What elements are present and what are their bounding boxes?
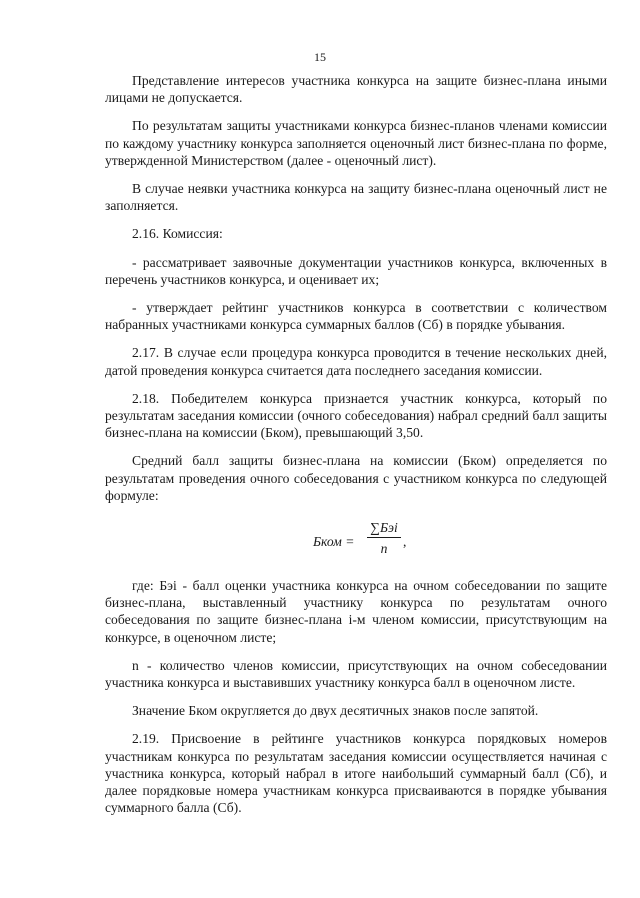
paragraph-where-be: где: Бэi - балл оценки участника конкурса на очном собеседовании по защите бизнес-плана, выставленный участнику конкурса по результатам очного собеседования по защите бизнес-плана i-м членом комиссии, присутствующим на конкурсе, в оценочном листе; [105,578,607,645]
formula-bkom [105,515,607,563]
formula-lhs: Бком = [313,534,355,550]
paragraph-2-19: 2.19. Присвоение в рейтинге участников конкурса порядковых номеров участникам конкурса по результатам заседания комиссии осуществляется начиная с участника конкурса, который набрал в итоге наибольший суммарный балл (Сб), и далее порядковые номера участникам конкурса присваиваются в порядке убывания суммарного балла (Сб). [105,731,607,816]
formula-trailing: , [403,534,407,550]
formula-fraction [367,519,401,557]
paragraph-where-n: n - количество членов комиссии, присутствующих на очном собеседовании участника конкурса и выставивших участнику конкурса балл в оценочном листе. [105,657,607,691]
paragraph-formula-intro: Средний балл защиты бизнес-плана на комиссии (Бком) определяется по результатам проведения очного собеседования с участником конкурса по следующей формуле: [105,453,607,503]
paragraph-no-show: В случае неявки участника конкурса на защиту бизнес-плана оценочный лист не заполняется. [105,181,607,214]
page-number: 15 [314,50,326,64]
paragraph-evaluation-sheet: По результатам защиты участниками конкурса бизнес-планов членами комиссии по каждому участнику конкурса заполняется оценочный лист бизнес-плана по форме, утвержденной Министерством (далее - оценочный лист). [105,118,607,168]
paragraph-2-16-item-2: - утверждает рейтинг участников конкурса в соответствии с количеством набранных участниками конкурса суммарных баллов (Сб) в порядке убывания. [105,300,607,333]
paragraph-2-16-heading: 2.16. Комиссия: [132,226,223,242]
paragraph-rounding: Значение Бком округляется до двух десятичных знаков после запятой. [132,703,539,719]
formula-numerator: ∑Бэi [367,519,401,538]
paragraph-2-18: 2.18. Победителем конкурса признается участник конкурса, который по результатам заседания комиссии (очного собеседования) набрал средний балл защиты бизнес-плана на комиссии (Бком), превышающий 3,50. [105,390,607,441]
paragraph-2-16-item-1: - рассматривает заявочные документации участников конкурса, включенных в перечень участников конкурса, и оценивает их; [105,254,607,287]
document-body [105,72,607,828]
paragraph-representation: Представление интересов участника конкурса на защите бизнес-плана иными лицами не допускается. [105,73,607,106]
formula-denominator: n [380,541,388,557]
paragraph-2-17: 2.17. В случае если процедура конкурса проводится в течение нескольких дней, датой проведения конкурса считается дата последнего заседания комиссии. [105,345,607,378]
